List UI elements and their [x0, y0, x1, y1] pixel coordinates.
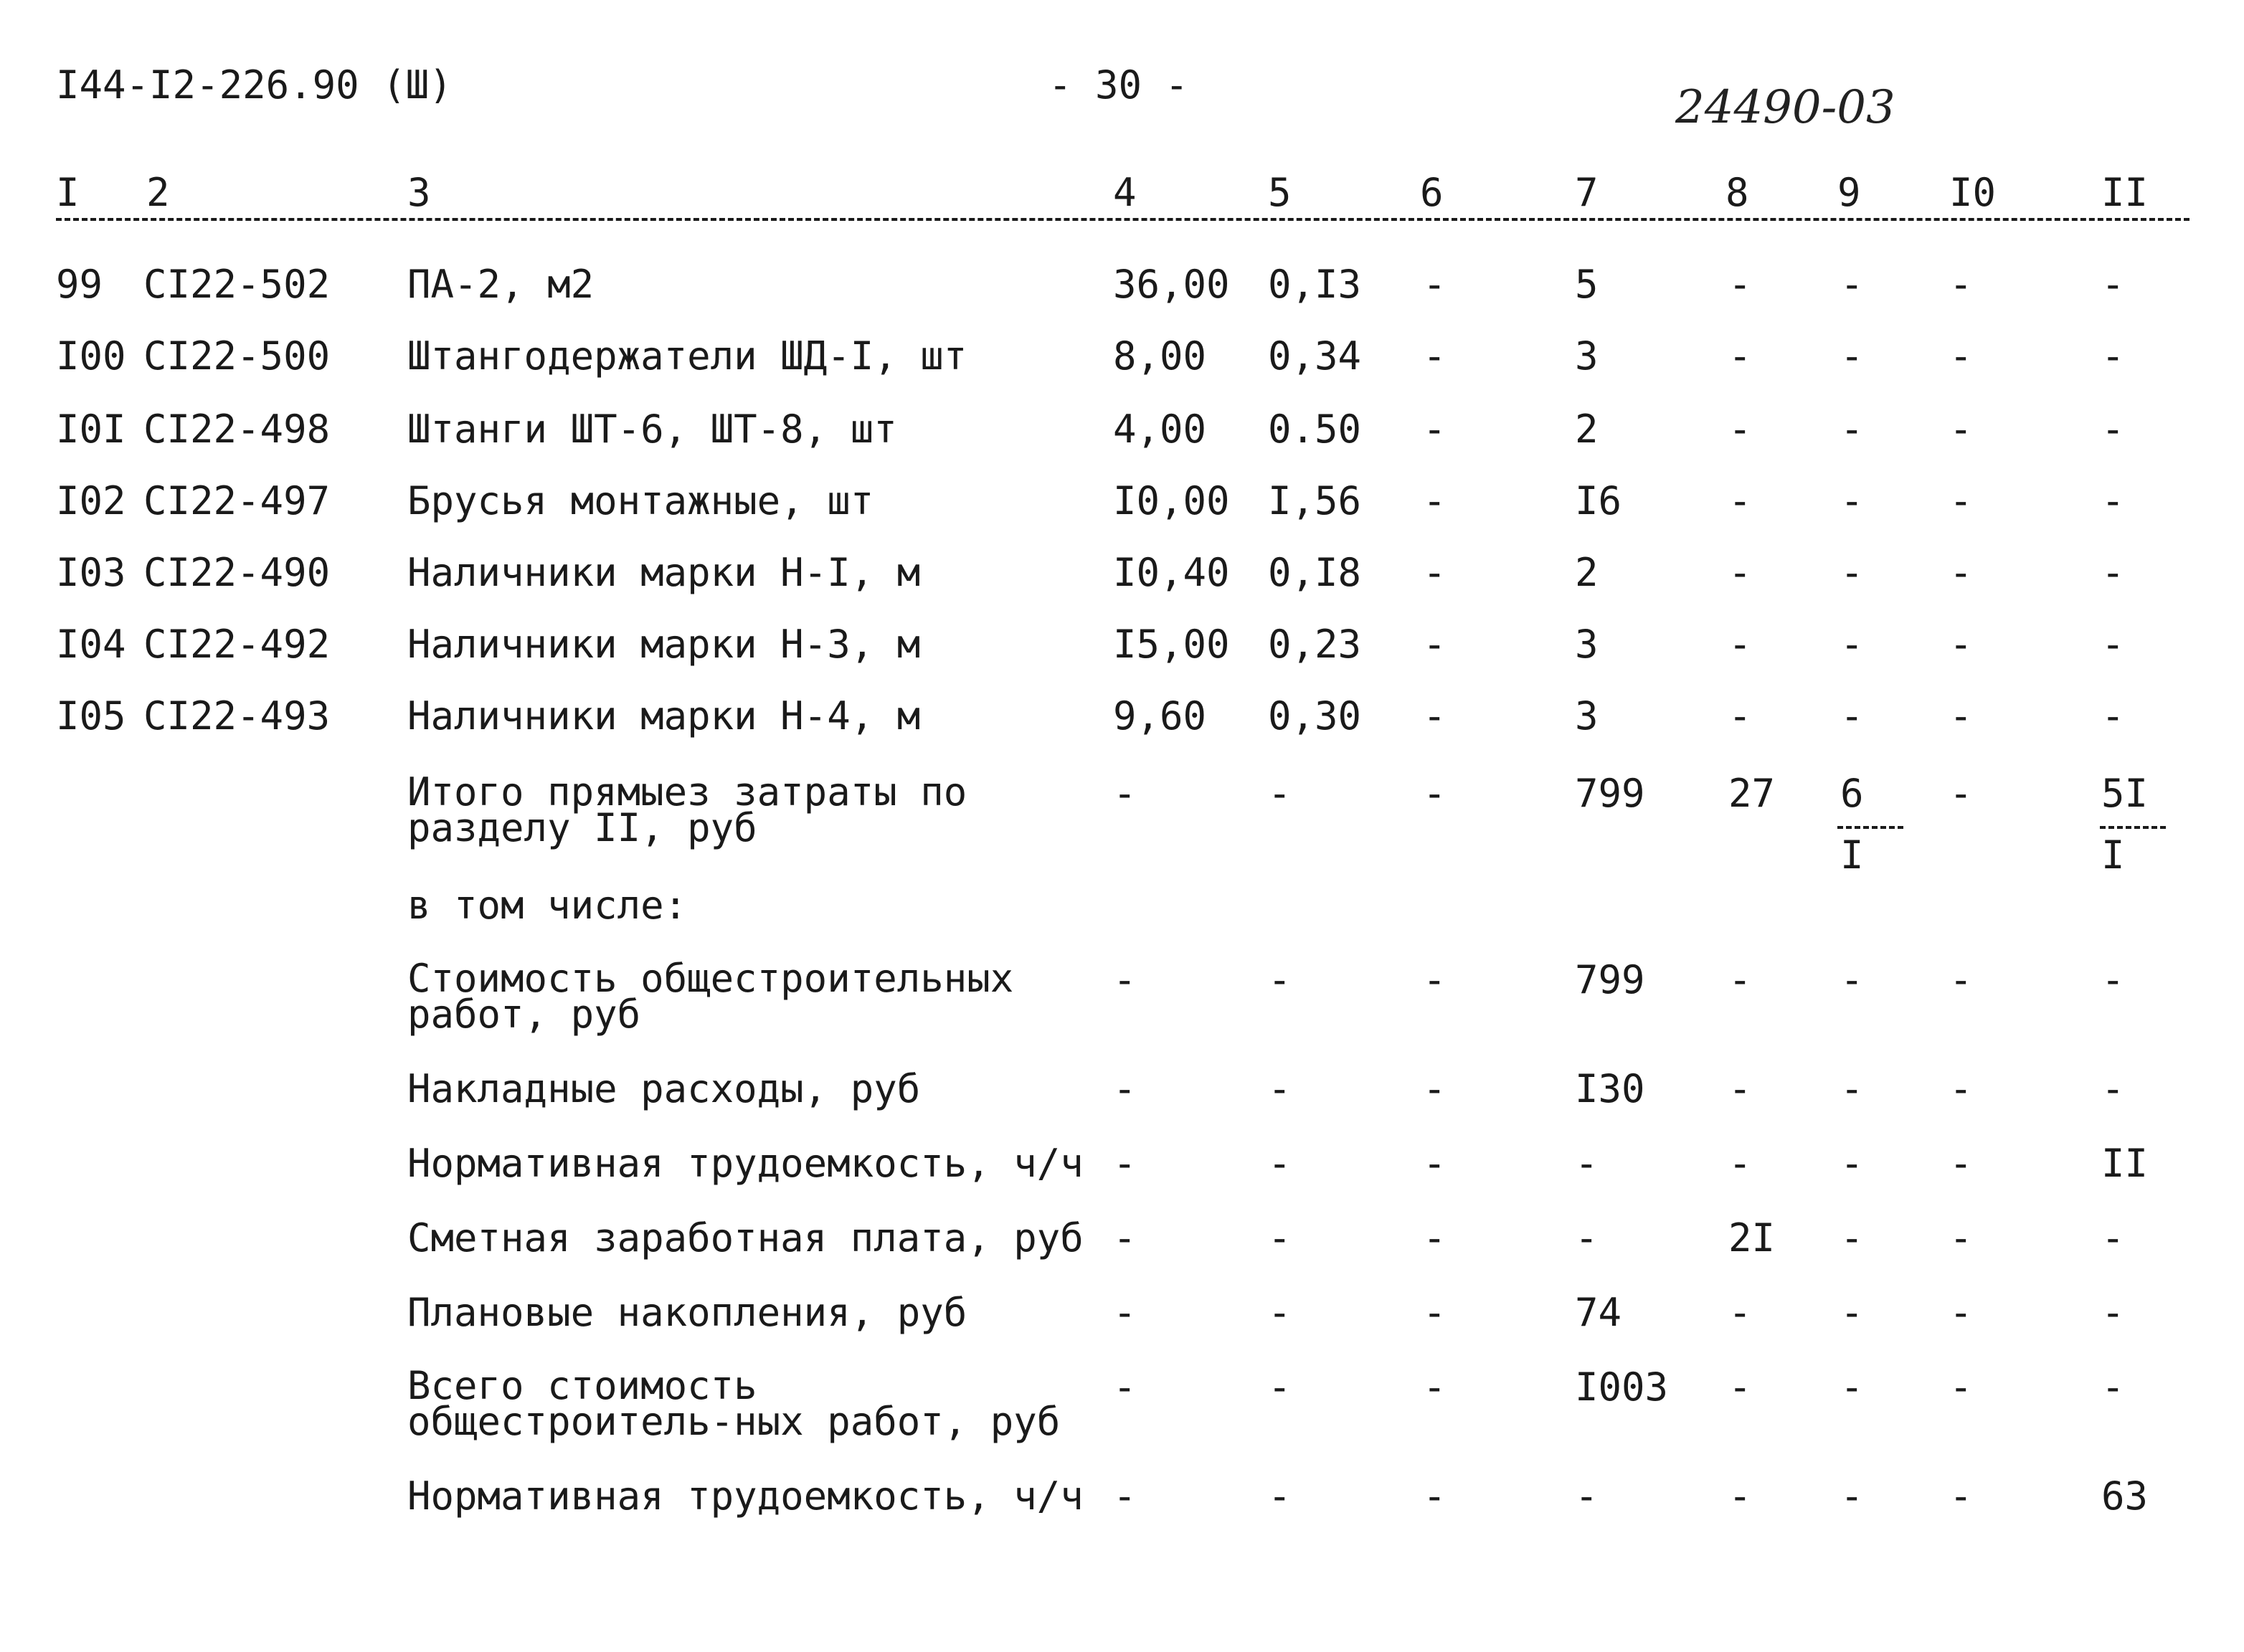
cell-c7: I003 — [1575, 1364, 1669, 1410]
total-c9-bottom: I — [1840, 832, 1864, 878]
cell-c10: - — [1949, 957, 1973, 1002]
cell-c4: - — [1113, 1364, 1137, 1410]
cell-c4: 4,00 — [1113, 407, 1207, 452]
cell-c11: - — [2101, 1066, 2125, 1111]
including-label: в том числе: — [407, 883, 688, 928]
cell-c9: - — [1840, 407, 1864, 452]
cell-name: Наличники марки Н-4, м — [407, 693, 921, 739]
cell-c11: - — [2101, 622, 2125, 667]
cell-c11: - — [2101, 333, 2125, 379]
cell-c6: - — [1423, 1364, 1447, 1410]
cell-c7: 3 — [1575, 622, 1599, 667]
cell-c9: - — [1840, 333, 1864, 379]
cell-code: CI22-490 — [143, 550, 331, 595]
cell-c7: I30 — [1575, 1066, 1645, 1111]
total-c8: 27 — [1728, 771, 1776, 816]
cell-c7: 5 — [1575, 262, 1599, 307]
cell-c9: - — [1840, 957, 1864, 1002]
cell-c4: - — [1113, 1141, 1137, 1186]
cell-c5: - — [1268, 1473, 1292, 1519]
cell-num: I02 — [56, 478, 126, 523]
cell-c5: - — [1268, 1141, 1292, 1186]
cell-name: Наличники марки Н-I, м — [407, 550, 921, 595]
cell-c7: - — [1575, 1473, 1599, 1519]
cell-name: Штанги ШТ-6, ШТ-8, шт — [407, 407, 897, 452]
cell-c5: - — [1268, 1066, 1292, 1111]
document-code: I44-I2-226.90 (Ш) — [56, 62, 453, 108]
cell-name: Наличники марки Н-3, м — [407, 622, 921, 667]
total-label: Итого прямыез затраты по разделу II, руб — [407, 769, 967, 850]
total-c5: - — [1268, 771, 1292, 816]
cell-c10: - — [1949, 262, 1973, 307]
total-c6: - — [1423, 771, 1447, 816]
summary-label: Нормативная трудоемкость, ч/ч — [407, 1141, 1084, 1186]
cell-c7: I6 — [1575, 478, 1622, 523]
cell-c11: - — [2101, 1290, 2125, 1335]
cell-c4: I0,40 — [1113, 550, 1230, 595]
cell-c8: 2I — [1728, 1215, 1776, 1261]
cell-c6: - — [1423, 1290, 1447, 1335]
handwritten-number: 24490-03 — [1675, 81, 1895, 134]
cell-c6: - — [1423, 262, 1447, 307]
cell-c5: - — [1268, 957, 1292, 1002]
column-header: 4 — [1113, 170, 1137, 215]
cell-c6: - — [1423, 1473, 1447, 1519]
fraction-line — [2100, 826, 2166, 829]
cell-c11: 63 — [2101, 1473, 2149, 1519]
cell-c5: - — [1268, 1290, 1292, 1335]
cell-c6: - — [1423, 407, 1447, 452]
cell-c8: - — [1728, 550, 1752, 595]
cell-c4: - — [1113, 1473, 1137, 1519]
cell-c6: - — [1423, 333, 1447, 379]
cell-c5: 0,I8 — [1268, 550, 1362, 595]
cell-c11: II — [2101, 1141, 2149, 1186]
summary-label: Нормативная трудоемкость, ч/ч — [407, 1473, 1084, 1519]
cell-c10: - — [1949, 1141, 1973, 1186]
cell-c10: - — [1949, 1066, 1973, 1111]
cell-c6: - — [1423, 1215, 1447, 1261]
cell-c10: - — [1949, 550, 1973, 595]
summary-label: Всего стоимость общестроитель-ных работ, руб — [407, 1363, 1061, 1444]
column-header: 6 — [1420, 170, 1444, 215]
cell-c6: - — [1423, 1066, 1447, 1111]
cell-c7: 2 — [1575, 407, 1599, 452]
cell-c5: 0,I3 — [1268, 262, 1362, 307]
cell-c10: - — [1949, 478, 1973, 523]
cell-c7: 74 — [1575, 1290, 1622, 1335]
cell-c4: - — [1113, 957, 1137, 1002]
cell-name: ПА-2, м2 — [407, 262, 595, 307]
summary-label: Стоимость общестроительных работ, руб — [407, 956, 1014, 1037]
cell-c10: - — [1949, 1473, 1973, 1519]
cell-c7: - — [1575, 1141, 1599, 1186]
cell-c8: - — [1728, 333, 1752, 379]
cell-c11: - — [2101, 550, 2125, 595]
cell-c4: 8,00 — [1113, 333, 1207, 379]
summary-label: Сметная заработная плата, руб — [407, 1215, 1084, 1261]
cell-c7: 3 — [1575, 693, 1599, 739]
cell-c6: - — [1423, 693, 1447, 739]
total-c11-top: 5I — [2101, 771, 2149, 816]
column-header: II — [2101, 170, 2149, 215]
cell-c8: - — [1728, 1364, 1752, 1410]
fraction-line — [1837, 826, 1903, 829]
cell-c5: 0.50 — [1268, 407, 1362, 452]
cell-c4: 36,00 — [1113, 262, 1230, 307]
cell-code: CI22-497 — [143, 478, 331, 523]
cell-c9: - — [1840, 550, 1864, 595]
column-header: 5 — [1268, 170, 1292, 215]
cell-c5: - — [1268, 1215, 1292, 1261]
cell-c8: - — [1728, 407, 1752, 452]
cell-c8: - — [1728, 1473, 1752, 1519]
total-c9-top: 6 — [1840, 771, 1864, 816]
cell-c8: - — [1728, 1290, 1752, 1335]
cell-c9: - — [1840, 1141, 1864, 1186]
column-header: I0 — [1949, 170, 1997, 215]
cell-c5: - — [1268, 1364, 1292, 1410]
cell-c9: - — [1840, 478, 1864, 523]
cell-c11: - — [2101, 693, 2125, 739]
cell-c8: - — [1728, 1141, 1752, 1186]
cell-code: CI22-500 — [143, 333, 331, 379]
cell-c7: - — [1575, 1215, 1599, 1261]
cell-num: I04 — [56, 622, 126, 667]
cell-c6: - — [1423, 478, 1447, 523]
cell-c8: - — [1728, 957, 1752, 1002]
cell-c9: - — [1840, 1473, 1864, 1519]
cell-c9: - — [1840, 622, 1864, 667]
cell-c4: - — [1113, 1215, 1137, 1261]
total-c10: - — [1949, 771, 1973, 816]
cell-c4: - — [1113, 1066, 1137, 1111]
cell-c10: - — [1949, 1290, 1973, 1335]
cell-c8: - — [1728, 478, 1752, 523]
cell-c8: - — [1728, 262, 1752, 307]
cell-c7: 799 — [1575, 957, 1645, 1002]
cell-c5: I,56 — [1268, 478, 1362, 523]
cell-c9: - — [1840, 693, 1864, 739]
cell-num: 99 — [56, 262, 103, 307]
cell-c5: 0,34 — [1268, 333, 1362, 379]
cell-c11: - — [2101, 957, 2125, 1002]
cell-c7: 2 — [1575, 550, 1599, 595]
cell-num: I0I — [56, 407, 126, 452]
cell-c9: - — [1840, 1066, 1864, 1111]
cell-c8: - — [1728, 622, 1752, 667]
cell-c7: 3 — [1575, 333, 1599, 379]
column-header: 8 — [1725, 170, 1749, 215]
cell-c11: - — [2101, 478, 2125, 523]
cell-num: I03 — [56, 550, 126, 595]
cell-c6: - — [1423, 1141, 1447, 1186]
cell-num: I05 — [56, 693, 126, 739]
page-number: - 30 - — [1048, 62, 1189, 108]
summary-label: Плановые накопления, руб — [407, 1290, 967, 1335]
header-divider — [56, 218, 2189, 221]
cell-code: CI22-492 — [143, 622, 331, 667]
cell-c6: - — [1423, 550, 1447, 595]
column-header: 7 — [1575, 170, 1599, 215]
total-c11-bottom: I — [2101, 832, 2125, 878]
cell-c9: - — [1840, 1290, 1864, 1335]
cell-c9: - — [1840, 1215, 1864, 1261]
cell-code: CI22-493 — [143, 693, 331, 739]
cell-c11: - — [2101, 1215, 2125, 1261]
cell-c11: - — [2101, 1364, 2125, 1410]
cell-c10: - — [1949, 1364, 1973, 1410]
cell-c9: - — [1840, 262, 1864, 307]
cell-c10: - — [1949, 693, 1973, 739]
cell-name: Брусья монтажные, шт — [407, 478, 874, 523]
cell-c8: - — [1728, 693, 1752, 739]
cell-c10: - — [1949, 622, 1973, 667]
cell-c8: - — [1728, 1066, 1752, 1111]
cell-code: CI22-498 — [143, 407, 331, 452]
cell-c4: - — [1113, 1290, 1137, 1335]
summary-label: Накладные расходы, руб — [407, 1066, 921, 1111]
cell-c4: I0,00 — [1113, 478, 1230, 523]
cell-c6: - — [1423, 957, 1447, 1002]
cell-num: I00 — [56, 333, 126, 379]
total-c7: 799 — [1575, 771, 1645, 816]
column-header: 2 — [146, 170, 170, 215]
total-c4: - — [1113, 771, 1137, 816]
cell-c5: 0,23 — [1268, 622, 1362, 667]
column-header: I — [56, 170, 80, 215]
cell-c4: I5,00 — [1113, 622, 1230, 667]
cell-c10: - — [1949, 333, 1973, 379]
cell-c4: 9,60 — [1113, 693, 1207, 739]
column-header: 9 — [1837, 170, 1861, 215]
cell-code: CI22-502 — [143, 262, 331, 307]
cell-c10: - — [1949, 407, 1973, 452]
column-header: 3 — [407, 170, 431, 215]
cell-c10: - — [1949, 1215, 1973, 1261]
cell-c11: - — [2101, 407, 2125, 452]
cell-c5: 0,30 — [1268, 693, 1362, 739]
cell-c9: - — [1840, 1364, 1864, 1410]
cell-name: Штангодержатели ШД-I, шт — [407, 333, 967, 379]
cell-c6: - — [1423, 622, 1447, 667]
cell-c11: - — [2101, 262, 2125, 307]
